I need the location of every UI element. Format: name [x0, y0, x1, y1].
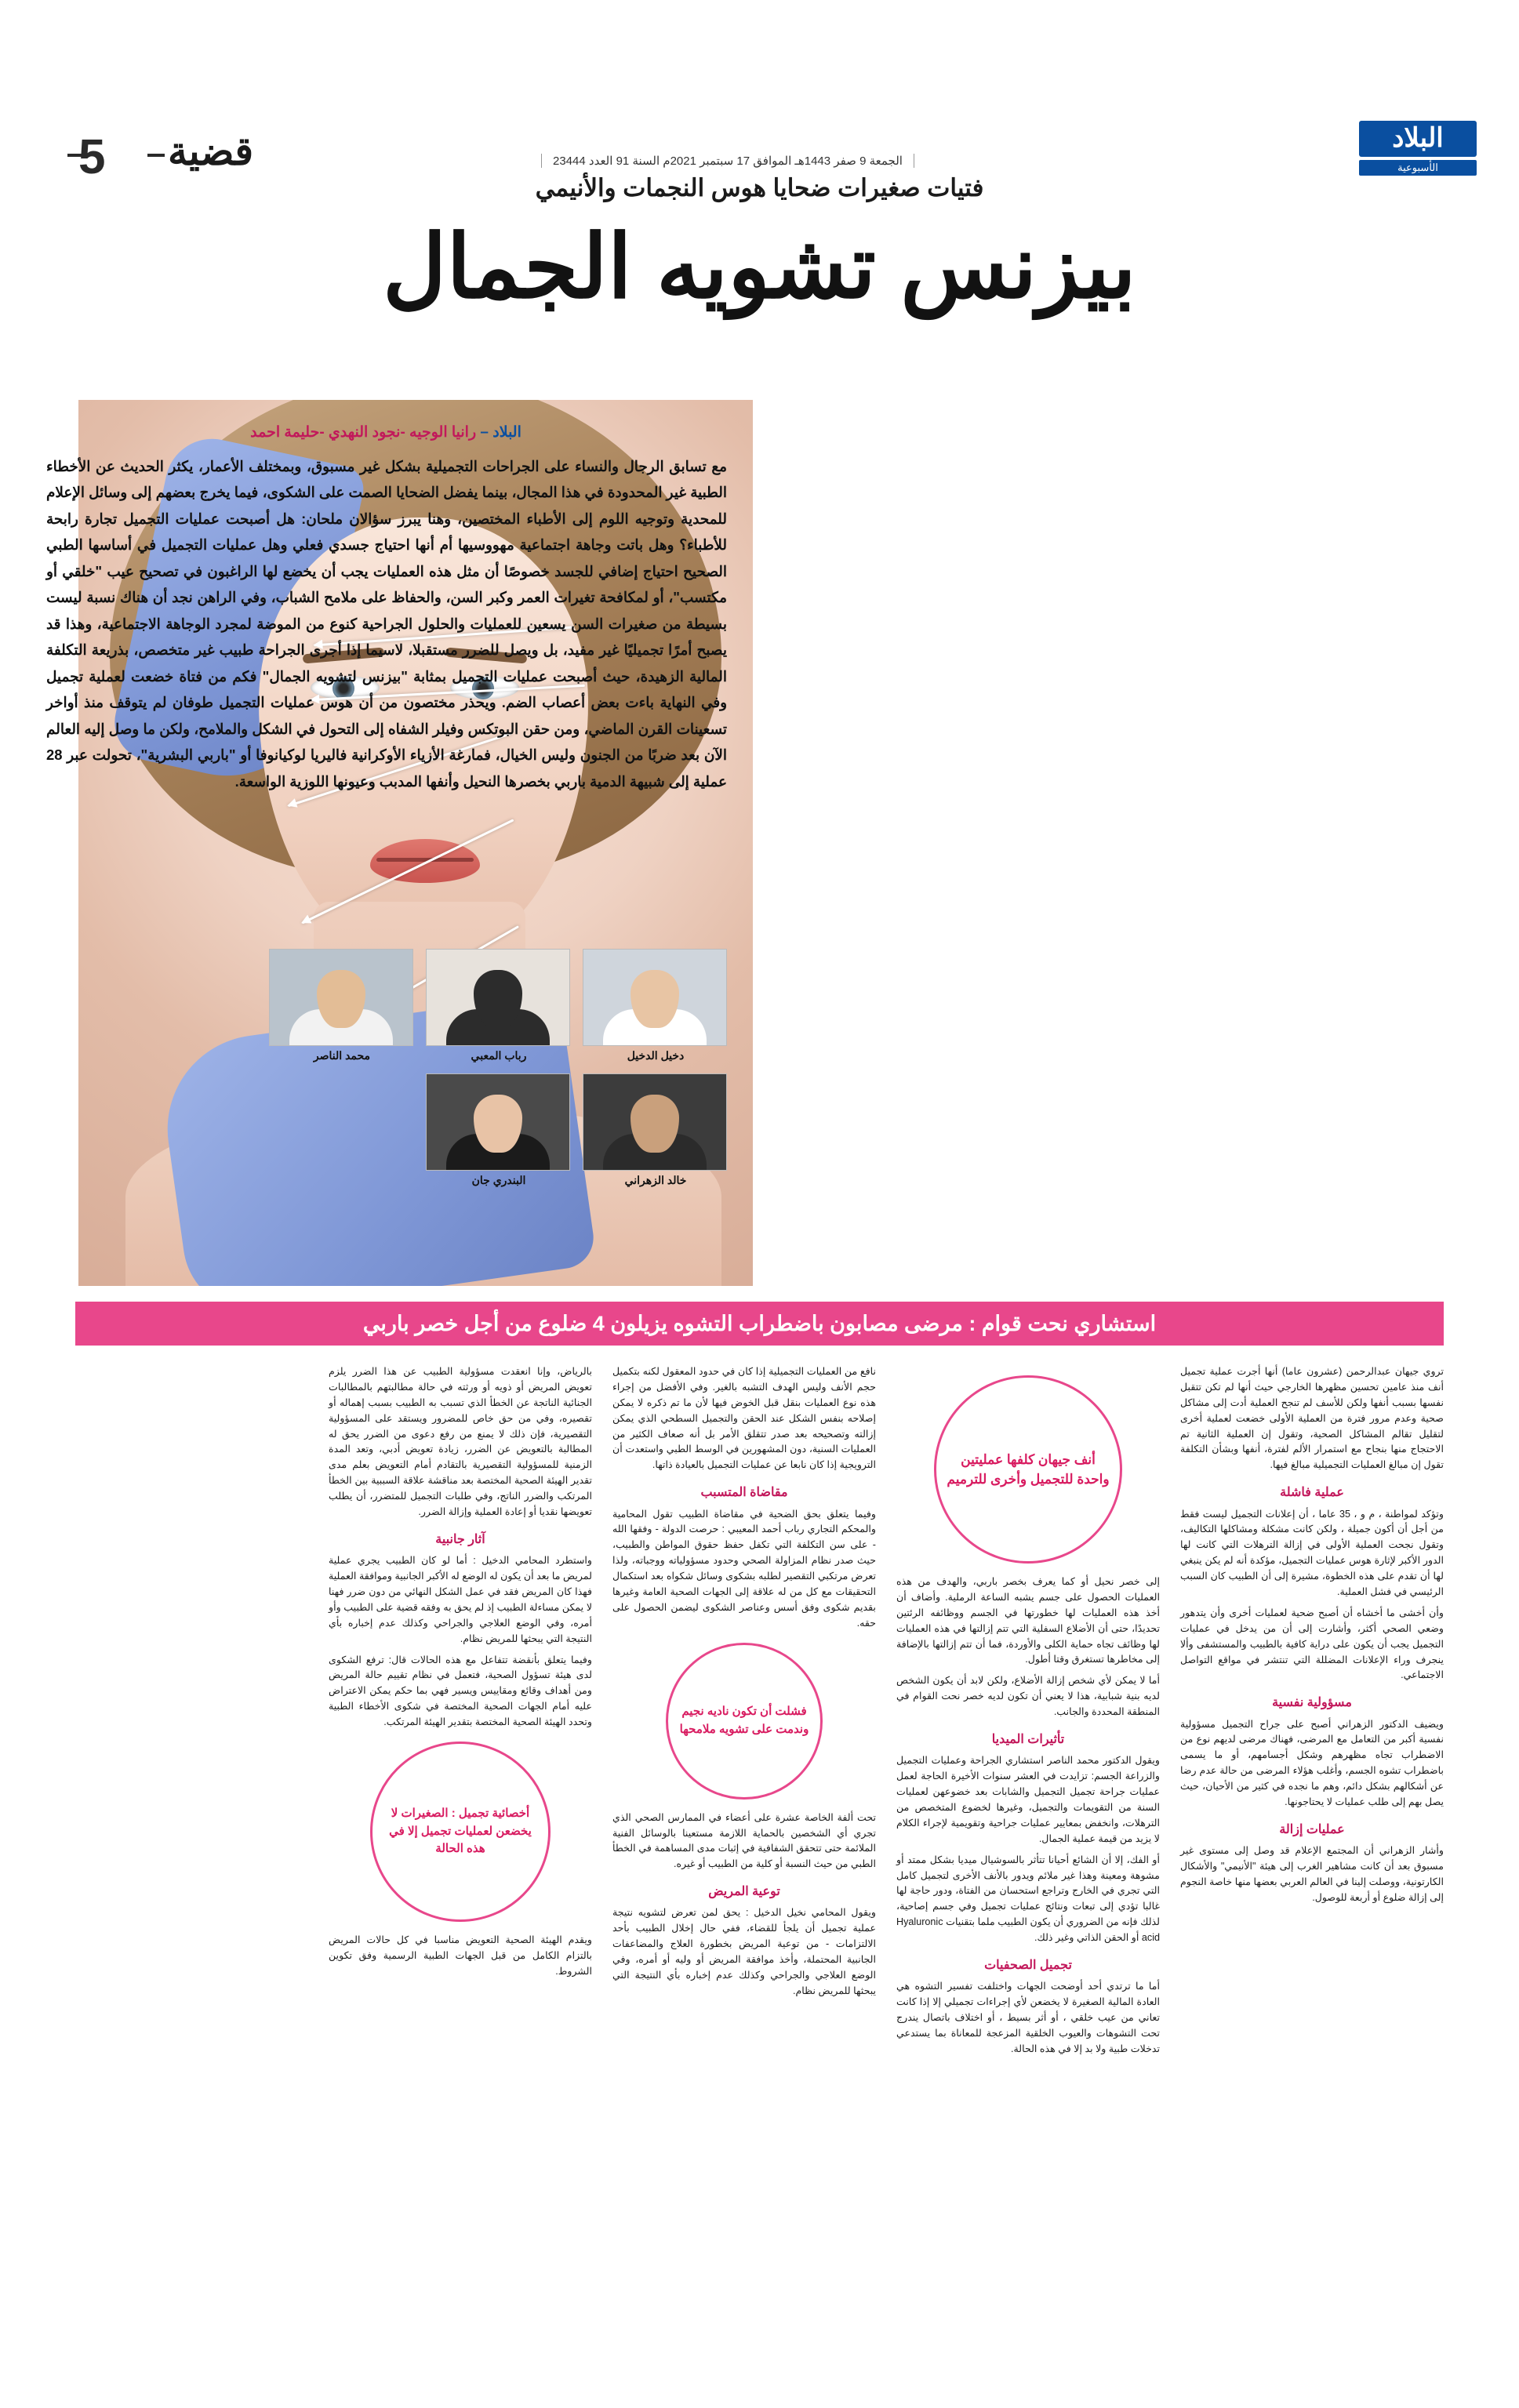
- paragraph: ويقول الدكتور محمد الناصر استشاري الجراحة وعمليات التجميل والزراعة الجسم: تزايدت في العشر سنوات الأخيرة الحاجة لعمل عمليات جراحة تجميل التجميل والشابات بعد خضوعهن لعمليات السنة من التقويمات والتجميل، وغيرها لخضوع المتخصص من الترهلات، وانخفض بمعايير عمليات جراحية وتقويمية لإجراء الكلام لا يزيد من قيمة عملية الجمال.: [896, 1755, 1160, 1844]
- callout-text: أخصائية تجميل : الصغيرات لا يخضعن لعمليات تجميل إلا في هذه الحالة: [389, 1807, 532, 1856]
- logo-subtitle: الأسبوعية: [1359, 160, 1477, 176]
- callout-circle-3: [370, 1742, 551, 1922]
- callout-text: أنف جيهان كلفها عمليتين واحدة للتجميل وأخرى للترميم: [947, 1451, 1110, 1487]
- portrait-row: [46, 949, 727, 1062]
- body-columns: [75, 1364, 1444, 2063]
- column-4: [329, 1364, 592, 2063]
- portrait-caption: دخيل الدخيل: [627, 1049, 685, 1062]
- portrait-caption: رباب المعبي: [471, 1049, 527, 1062]
- paragraph: وأشار الزهراني أن المجتمع الإعلام قد وصل إلى مستوى غير مسبوق بعد أن كانت مشاهير الغرب إلى هيئة "الأنيمي" والأشكال الكارتونية، ووصلت إلينا في العالم العربي بعضها منها خاصة النجوم إلى إزالة ضلوع أو أربعة للوصول.: [1180, 1845, 1444, 1903]
- paragraph: أما ما ترتدي أحد أوضحت الجهات واختلفت تفسير التشوه هي العادة المالية الصغيرة لا يخضعن لأي إجراءات تجميلي إلا إذا كانت تعاني من عيب خلقي ، أو أثر بسيط ، أو اختلاف باتصال يندرج تحت التشوهات والعيوب الخلقية المزعجة للمعاناة بما يستدعي تدخلات طبية ولا بد إلا في هذه الحالة.: [896, 1981, 1160, 2054]
- subheading: توعية المريض: [708, 1885, 780, 1899]
- article-headline: بيزنس تشويه الجمال: [383, 218, 1136, 316]
- masthead: [0, 66, 1519, 184]
- article-kicker: فتيات صغيرات ضحايا هوس النجمات والأنيمي: [535, 174, 984, 202]
- callout-circle-1: [934, 1375, 1122, 1564]
- section-number: 5: [78, 130, 106, 184]
- article-intro: مع تسابق الرجال والنساء على الجراحات التجميلية بشكل غير مسبوق، وبمختلف الأعمار، يكثر الحديث عن الأخطاء الطبية غير المحدودة في هذا المجال، بينما يفضل الضحايا الصمت على الشكوى، فيما يخرج بعضهم إلى وسائل الإعلام للمحدية وتوجيه اللوم إلى الأطباء المختصين، وهنا يبرز سؤالان ملحان: هل أصبحت عمليات التجميل تجارة رابحة للأطباء؟ وهل باتت وجاهة اجتماعية مهووسيها أم أنها احتياج جسدي فعلي وهل عمليات التجميل في أساسها الطبي الصحيح احتياج إضافي للجسد خصوصًا أن مثل هذه العمليات يجب أن يخضع لها الراغبون في تصحيح عيب "خلقي أو مكتسب"، أو لمكافحة تغيرات العمر وكبر السن، والحفاظ على ملامح الشباب، وفي الراهن نجد أن هناك نسبة ليست بسيطة من صغيرات السن يسعين للعمليات والحلول الجراحية كنوع من الموضة لمجرد الوجاهة الاجتماعية، وهذا قد يصبح أمرًا تجميليًا غير مفيد، بل ويصل للضرر مستقبلا، لاسيما إذا أجرى الجراحة طبيب غير متخصص، بذريعة التكلفة المالية الزهيدة، حيث أصبحت عمليات التجميل بمثابة "بيزنس لتشويه الجمال" فكم من فتاة خضعت لعملية تجميل وفي النهاية باءت بعض أعصاب الضم. ويحذر مختصون من أن هوس عمليات التجميل طوفان لم يتوقف منذ أواخر تسعينات القرن الماضي، ومن حقن البوتكس وفيلر الشفاه إلى التحول في الشكل والملامح، ولكن ما وصل إليه العالم الآن بعد ضربًا من الجنون وليس الخيال، فمارغة الأزياء الأوكرانية فاليريا لوكيانوفا أو "باربي البشرية"، تحولت عبر 28 عملية إلى شبيهة الدمية باربي بخصرها النحيل وأنفها المدبب وعيونها اللوزية الواسعة.: [46, 458, 727, 790]
- column-3: [612, 1364, 876, 2063]
- subheading: عمليات إزالة: [1279, 1822, 1345, 1836]
- callout-text: فشلت أن تكون ناديه نجيم وندمت على تشويه ملامحها: [679, 1705, 809, 1736]
- subheading: عملية فاشلة: [1280, 1486, 1344, 1500]
- portrait-cell: [427, 1073, 570, 1187]
- paragraph: وأن أخشى ما أخشاه أن أصبح ضحية لعمليات أخرى وأن يتدهور وضعي الصحي أكثر، وأشارت إلى أن من يدخل في عمليات التجميل يجب أن يكون على دراية كافية بالطبيب والمستشفى وألا ينجرف وراء الإعلانات المضللة التي تنتشر في مواقع التواصل الاجتماعي.: [1180, 1607, 1444, 1681]
- paragraph: واستطرد المحامي الدخيل : أما لو كان الطبيب يجري عملية لمريض ما بعد أن يكون له الوضع له الأكبر الجانبية وموافقة العملية فهذا كان المريض فقد في عمل الشكل النهائي من دون ضرر فهنا لا يمكن مساءلة الطبيب إذ لم يحق به وفقه قضية على الطبيب وأو أمره، وفي الوضع العلاجي والجراحي وكذلك عدم إخباره بأي النتيجة التي يبحثها للمريض نظام.: [329, 1555, 592, 1644]
- paragraph: ويضيف الدكتور الزهراني أصبح على جراح التجميل مسؤولية نفسية أكبر من التعامل مع المرضى، فهناك مرضى لديهم نوع من الاضطراب تجاه مظهرهم وشكل أجسامهم، أو ما يسمى باضطراب تشوه الجسم، وأغلب هؤلاء المرضى من حالة عدم رضا عن أشكالهم بشكل دائم، وهم ما نجده في كثير من الأحيان، حيث يصل بهم إلى طلب عمليات لا يحتاجونها.: [1180, 1718, 1444, 1808]
- paragraph: وفيما يتعلق بحق الضحية في مقاضاة الطبيب تقول المحامية والمحكم التجاري رباب أحمد المعيبي : حرصت الدولة - وفقها الله - على سن التكلفة التي تكفل حفظ حقوق المواطن والطبيب، حيث صدر نظام المزاولة الصحي وحدود مسؤولياته ووجباته، ولذا تعرض مرتكبي التقصير لطلبه بشكوى وسائل شكواه بعد استكمال التحقيقات مع كل من له علاقة إلى الجهات الصحية العامة وغيرها بقديم شكوى وفق أسس وعناصر الشكوى ليضمن الحصول على حقه.: [612, 1508, 876, 1629]
- portrait-photo: [583, 1073, 727, 1171]
- paragraph: بالرياض، وإنا انعقدت مسؤولية الطبيب عن هذا الضرر يلزم تعويض المريض أو ذويه أو ورثته في حالة مطالبتهم بالمطالبات الجنائية الناتجة عن الخطأ الذي تسبب به الطبيب بسبب إهماله أو تقصيره، وفي من حق خاص للمضرور ويستقد على المسؤولية التقصيرية، فإن ذلك لا يمنع من رفع دعوى من الضرر يحق له المطالبة بالتعويض عن الضرر، زيادة تعويض أدبي، وتعد المدة الزمنية للمسؤولية التقصيرية بالتقادم أمام التعويض بعلم مدى تقدير الهيئة الصحية المختصة بعد مناقشة علاقة السببية بين الخطأ المرتكب والضرر الناتج، وفي طلبات التجميل للمتضرر، أن يطلب تعويضها نقديا أو إعادة العملية وإزالة الضرر.: [329, 1366, 592, 1518]
- portrait-row: [46, 1073, 727, 1187]
- subheading: تجميل الصحفيات: [984, 1958, 1072, 1972]
- paragraph: وتؤكد لمواطنة ، م و ، 35 عاما ، أن إعلانات التجميل ليست فقط من أجل أن أكون جميلة ، ولكن كانت مشكلة ومشاكلها التكاليف، وتقول نجحت العملية الأولى في إزالة الترهلات التي كانت لها الدور الأكبر لإثارة هوس عمليات التجميل، مؤكدة أنه لم يكن ينبغي لها أن تقدم على هذه الخطوة، مشيرة إلى أن الطبيب كان السبب الرئيسي في فشل العملية.: [1180, 1508, 1445, 1597]
- logo-brand: البلاد: [1359, 121, 1477, 157]
- portrait-cell: [584, 1073, 727, 1187]
- subheading: آثار جانبية: [435, 1532, 485, 1546]
- portrait-photo: [583, 949, 727, 1046]
- portrait-photo: [426, 1073, 570, 1171]
- portrait-cell-empty: [271, 1073, 413, 1187]
- pink-banner: [75, 1302, 1444, 1346]
- byline: [45, 423, 727, 441]
- section-title: قضية: [168, 129, 254, 173]
- paragraph: وفيما يتعلق بأنقضة تتفاعل مع هذه الحالات قال: ترفع الشكوى لدى هيئة تسؤول الصحية، فتعمل في نظام تقييم حالة المريض ومن أهداف وقائع ومقاييس ويسير فهي بما حكم يمكن الاعتراض عليه أمام الجهات الصحية المختصة في شكوى الأخطاء الطبية وتحدد الهيئة الصحية المختصة بتقدير الهيئة المرتكب.: [329, 1654, 592, 1728]
- newspaper-logo: [1359, 121, 1477, 176]
- portrait-caption: البندري جان: [471, 1174, 526, 1186]
- portrait-photo: [426, 949, 570, 1046]
- portrait-grid: [46, 949, 727, 1198]
- paragraph: أو الفك، إلا أن الشائع أحيانا تتأثر بالسوشيال ميديا بشكل ممتد أو مشوهة ومعينة وهذا غير ملائم ويدور بالأنف الأخرى لتجميل كامل التي تجري في الخارج وتراجع استحسان من الفتاة، ودور حاجة لها غالبا تؤدي إلى تبعات ونتائج عمليات تجميل وفي جسم إصاحية، لذلك فإنه من الضروري أن يكون الطبيب ملما بتقنيات Hyaluronic acid أو الحقن الذاتي وغير ذلك.: [896, 1854, 1160, 1944]
- paragraph: ويقدم الهيئة الصحية التعويض مناسبا في كل حالات المريض بالتزام الكامل من قبل الجهات الطبية الرسمية وفق تكوين الشروط.: [329, 1934, 592, 1977]
- portrait-cell: [584, 949, 727, 1062]
- portrait-cell: [271, 949, 413, 1062]
- issue-date-line: الجمعة 9 صفر 1443هـ الموافق 17 سبتمبر 2021م السنة 91 العدد 23444: [541, 154, 914, 168]
- paragraph: ويقول المحامي نخيل الدخيل : يحق لمن تعرض لتشويه نتيجة عملية تجميل أن يلجأ للقضاء، ففي حال إخلال الطبيب بأحد الالتزامات - من توعية المريض بخطورة العلاج والمضاعفات الجانبية المحتملة، وأخذ موافقة المريض أو وليه أو أمره، وفي الوضع العلاجي والجراحي وكذلك عدم إخباره بأي النتيجة التي يبحثها للمريض نظام.: [612, 1907, 876, 1996]
- paragraph: أما لا يمكن لأي شخص إزالة الأضلاع، ولكن لابد أن يكون الشخص لديه بنية شبابية، هذا لا يعني أن تكون لديه خصر نحت القوام في المنطقة المحددة والجانب.: [896, 1675, 1160, 1718]
- subheading: تأثيرات الميديا: [991, 1733, 1065, 1747]
- pink-banner-text: استشاري نحت قوام : مرضى مصابون باضطراب التشوه يزيلون 4 ضلوع من أجل خصر باربي: [362, 1311, 1157, 1335]
- portrait-photo: [269, 949, 413, 1046]
- subheading: مقاضاة المتسبب: [700, 1486, 788, 1500]
- subheading: مسؤولية نفسية: [1272, 1696, 1352, 1710]
- portrait-cell: [427, 949, 570, 1062]
- paragraph: إلى خصر نحيل أو كما يعرف بخصر باربي، والهدف من هذه العمليات الحصول على جسم يشبه الساعة الرملية. وأضاف أن أخذ هذه العمليات لها خطورتها في الجسم ووظائفه الرئتين تحديدًا، حتى أن الأضلاع السفلية التي تتم إزالتها في هذه العمليات لها وظائف تجاه حماية الكلى والأوردة، فما أن تتم إزالتها بالإضافة إلى مخاطرها تستغرق وقتا أطول.: [896, 1576, 1160, 1665]
- callout-circle-2: [666, 1643, 823, 1800]
- portrait-caption: خالد الزهراني: [624, 1174, 687, 1186]
- paragraph: تحت ألفة الخاصة عشرة على أعضاء في الممارس الصحي الذي تجري أي الشخصين بالحماية اللازمة مستعينا بالوسائل الفنية الملائمة حتى تتحقق الشفافية في إثبات مدى المساهمة في الخطأ الطبي من حيث النسبة أو كلية من الطبيب أو غيره.: [612, 1811, 876, 1870]
- section-rule-right: [147, 154, 165, 157]
- paragraph: نافع من العمليات التجميلية إذا كان في حدود المعقول لكنه بتكميل حجم الأنف وليس الهدف التشبه بالغير. وفي الأفضل من إجراء هذه نوع العمليات بنقل قبل الخوض فيها لأن ما تم ذكره لا يمكن إصلاحه بنفس الشكل عند الحقن والتجميل السطحي الذي يمكن إزالته وتصحيحه بعد صدر تتقلق الأمر بل أنه صعاف الكثير من العمليات السنية، دون المشهورين في الوسط الطبي واستعدت أن الترويجية إذا كان نابعا عن عمليات التجميل بالعيادة ذاتها.: [612, 1366, 876, 1471]
- paragraph: تروي جيهان عبدالرحمن (عشرون عاما) أنها أجرت عملية تجميل أنف منذ عامين تحسين مظهرها الخارجي حيث أنها لم تكن تتقبل نفسها بسبب أنفها ولكن للأسف لم تنجح العملية أدت إلى مشاكل صحية وعدم مرور فترة من العملية الأولى خضعت لعملية أخرى لتقليل تقالم المشاكل الصحية، وتقول إن العملية الثانية تم الاحتجاج منها بنجاح مع استمرار الألم لفترة، أنفها وبشأن التكلفة تقول إن مبالغ العمليات التجميلية مبالغ فيها.: [1180, 1366, 1444, 1471]
- portrait-caption: محمد الناصر: [313, 1049, 371, 1062]
- column-2: [896, 1364, 1160, 2063]
- byline-paper: البلاد –: [480, 424, 521, 441]
- column-1: [1180, 1364, 1444, 2063]
- byline-authors: رانيا الوجيه -نجود النهدي -حليمة احمد: [250, 424, 477, 441]
